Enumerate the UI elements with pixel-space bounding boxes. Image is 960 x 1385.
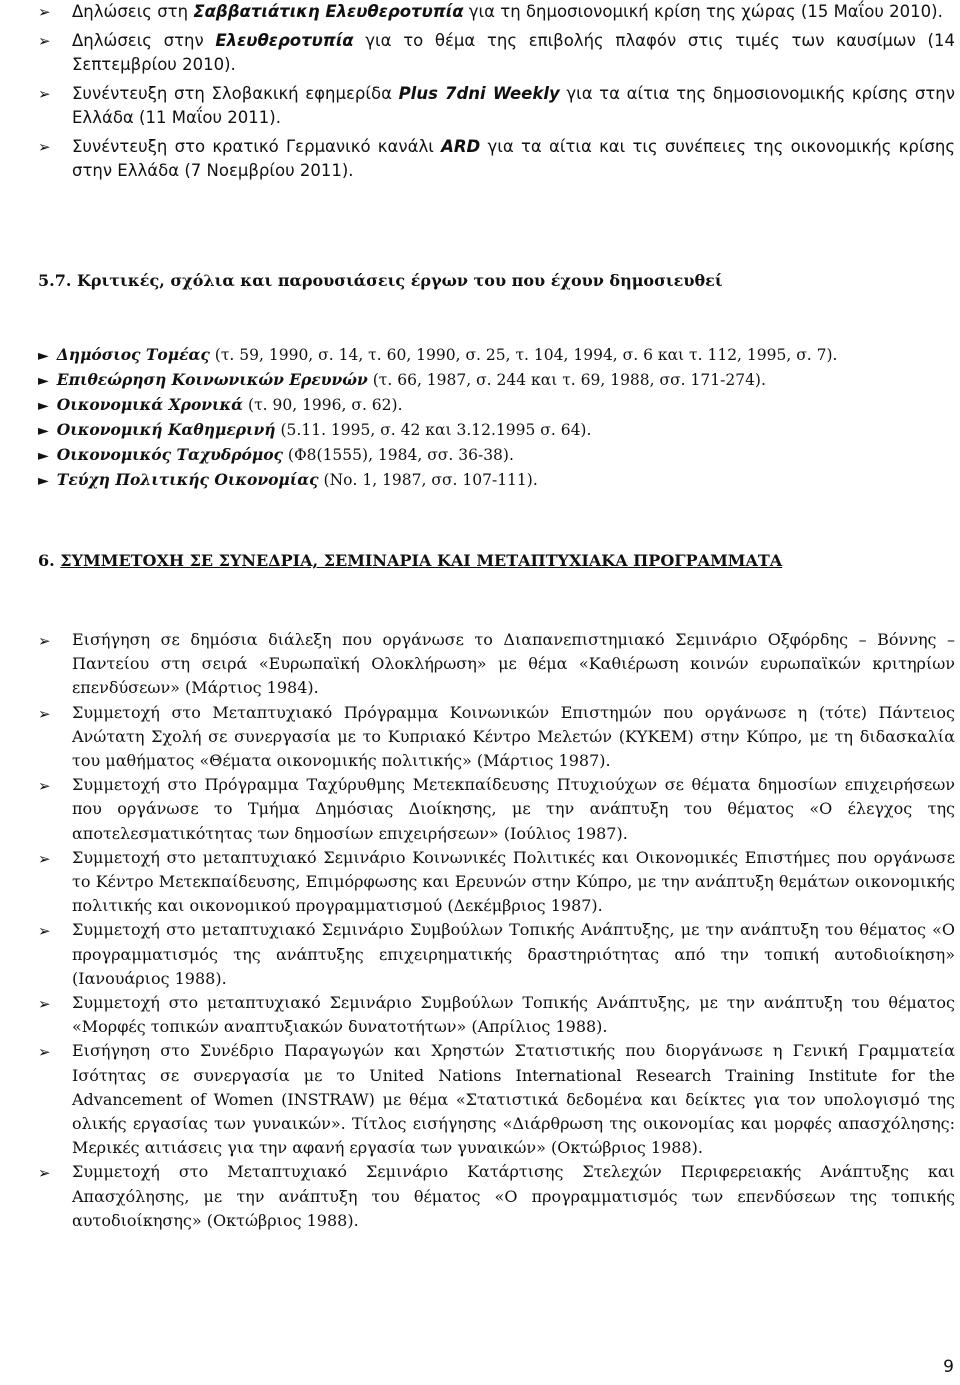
list-item: ➢ Συμμετοχή στο μεταπτυχιακό Σεμινάριο Συμβούλων Τοπικής Ανάπτυξης, με την ανάπτυξη του θέματος «Μορφές τοπικών αναπτυξιακών δυνατοτήτων» (Απρίλιος 1988). [38, 993, 955, 1037]
triangle-bullet-icon: ► [38, 448, 49, 464]
list-item: ➢ Συμμετοχή στο Μεταπτυχιακό Πρόγραμμα Κοινωνικών Επιστημών που οργάνωσε η (τότε) Πάντειος Ανώτατη Σχολή σε συνεργασία με το Κυπριακό Κέντρο Μελετών (ΚΥΚΕΜ) στην Κύπρο, με τη διδασκαλία του μαθήματος «Θέματα οικονομικής πολιτικής» (Μάρτιος 1987). [38, 702, 955, 771]
conferences-list [0, 628, 955, 1233]
arrow-bullet-icon: ➢ [38, 1164, 51, 1183]
list-item: ➢ Δηλώσεις στη Σαββατιάτικη Ελευθεροτυπία για τη δημοσιονομική κρίση της χώρας (15 Μαΐου 2010). [0, 0, 955, 24]
list-item: ► Οικονομικός Ταχυδρόμος (Φ8(1555), 1984, σσ. 36-38). [38, 443, 938, 468]
arrow-bullet-icon: ➢ [38, 138, 51, 156]
arrow-bullet-icon: ➢ [38, 922, 51, 941]
arrow-bullet-icon: ➢ [38, 704, 51, 723]
arrow-bullet-icon: ➢ [38, 632, 51, 650]
triangle-bullet-icon: ► [38, 423, 49, 439]
arrow-bullet-icon: ➢ [38, 32, 51, 50]
arrow-bullet-icon: ➢ [38, 1043, 51, 1062]
arrow-bullet-icon: ➢ [38, 777, 51, 796]
list-item: ► Τεύχη Πολιτικής Οικονομίας (Νο. 1, 1987, σσ. 107-111). [38, 468, 938, 493]
list-item: ➢ Εισήγηση σε δημόσια διάλεξη που οργάνωσε το Διαπανεπιστημιακό Σεμινάριο Οξφόρδης – Βόννης – Παντείου στη σειρά «Ευρωπαϊκή Ολοκλήρωση» με θέμα «Καθιέρωση κοινών ευρωπαϊκών κριτηρίων επενδύσεων» (Μάρτιος 1984). [38, 630, 955, 698]
triangle-bullet-icon: ► [38, 398, 49, 414]
section-heading-conferences: 6. ΣΥΜΜΕΤΟΧΗ ΣΕ ΣΥΝΕΔΡΙΑ, ΣΕΜΙΝΑΡΙΑ ΚΑΙ ΜΕΤΑΠΤΥΧΙΑΚΑ ΠΡΟΓΡΑΜΜΑΤΑ [38, 551, 783, 570]
list-item: ► Οικονομικά Χρονικά (τ. 90, 1996, σ. 62). [38, 393, 938, 418]
list-item: ➢ Συνέντευξη στο κρατικό Γερμανικό κανάλι ARD για τα αίτια και τις συνέπειες της οικονομικής κρίσης στην Ελλάδα (7 Νοεμβρίου 2011). [38, 137, 956, 180]
arrow-bullet-icon: ➢ [38, 995, 51, 1014]
list-item: ➢ Εισήγηση στο Συνέδριο Παραγωγών και Χρηστών Στατιστικής που διοργάνωσε η Γενική Γραμματεία Ισότητας σε συνεργασία με το United Nations International Research Training Institute for the Advancement of Women (INSTRAW) με θέμα «Στατιστικά δεδομένα και δείκτες για τον υπολογισμό της ολικής εργασίας των γυναικών». Τίτλος εισήγησης «Διάρθρωση της οικονομίας και μορφές απασχόλησης: Μερικές αιτιάσεις για την αφανή εργασία των γυναικών» (Οκτώβριος 1988). [38, 1041, 955, 1158]
list-item: ► Επιθεώρηση Κοινωνικών Ερευνών (τ. 66, 1987, σ. 244 και τ. 69, 1988, σσ. 171-274). [38, 368, 938, 393]
page-number: 9 [943, 1357, 954, 1377]
arrow-bullet-icon: ➢ [38, 85, 51, 103]
section-heading-reviews: 5.7. Κριτικές, σχόλια και παρουσιάσεις έργων του που έχουν δημοσιευθεί [38, 271, 723, 290]
publications-list [38, 343, 938, 493]
triangle-bullet-icon: ► [38, 473, 49, 489]
list-item: ➢ Συμμετοχή στο μεταπτυχιακό Σεμινάριο Κοινωνικές Πολιτικές και Οικονομικές Επιστήμες που οργάνωσε το Κέντρο Μετεκπαίδευσης, Επιμόρφωσης και Ερευνών στην Κύπρο, με την ανάπτυξη θεμάτων οικονομικής πολιτικής και οικονομικού προγραμματισμού (Δεκέμβριος 1987). [38, 847, 955, 916]
media-outlet-name: ARD [441, 137, 481, 156]
arrow-bullet-icon: ➢ [38, 3, 51, 21]
list-item: ➢ Δηλώσεις στην Ελευθεροτυπία για το θέμα της επιβολής πλαφόν στις τιμές των καυσίμων (14 Σεπτεμβρίου 2010). [38, 31, 955, 74]
media-outlet-name: Σαββατιάτικη Ελευθεροτυπία [193, 2, 464, 21]
media-outlet-name: Plus 7dni Weekly [398, 84, 560, 103]
list-item: ➢ Συμμετοχή στο Μεταπτυχιακό Σεμινάριο Κατάρτισης Στελεχών Περιφερειακής Ανάπτυξης και Απασχόλησης, με την ανάπτυξη του θέματος «Ο προγραμματισμός των επενδύσεων της τοπικής αυτοδιοίκησης» (Οκτώβριος 1988). [38, 1162, 955, 1230]
list-item: ► Οικονομική Καθημερινή (5.11. 1995, σ. 42 και 3.12.1995 σ. 64). [38, 418, 938, 443]
arrow-bullet-icon: ➢ [38, 849, 51, 868]
media-statements-list [0, 0, 955, 188]
media-outlet-name: Ελευθεροτυπία [215, 31, 354, 50]
triangle-bullet-icon: ► [38, 373, 49, 389]
list-item: ► Δημόσιος Τομέας (τ. 59, 1990, σ. 14, τ. 60, 1990, σ. 25, τ. 104, 1994, σ. 6 και τ. 112, 1995, σ. 7). [38, 343, 938, 368]
triangle-bullet-icon: ► [38, 348, 49, 364]
list-item: ➢ Συνέντευξη στη Σλοβακική εφημερίδα Plus 7dni Weekly για τα αίτια της δημοσιονομικής κρίσης στην Ελλάδα (11 Μαΐου 2011). [38, 84, 955, 127]
list-item: ➢ Συμμετοχή στο μεταπτυχιακό Σεμινάριο Συμβούλων Τοπικής Ανάπτυξης, με την ανάπτυξη του θέματος «Ο προγραμματισμός της ανάπτυξης επιχειρηματικής δραστηριότητας από την τοπική αυτοδιοίκηση» (Ιανουάριος 1988). [38, 920, 955, 988]
list-item: ➢ Συμμετοχή στο Πρόγραμμα Ταχύρυθμης Μετεκπαίδευσης Πτυχιούχων σε θέματα δημοσίων επιχειρήσεων που οργάνωσε το Τμήμα Δημόσιας Διοίκησης, με την ανάπτυξη του θέματος «Ο έλεγχος της αποτελεσματικότητας των δημοσίων επιχειρήσεων» (Ιούλιος 1987). [38, 775, 955, 843]
